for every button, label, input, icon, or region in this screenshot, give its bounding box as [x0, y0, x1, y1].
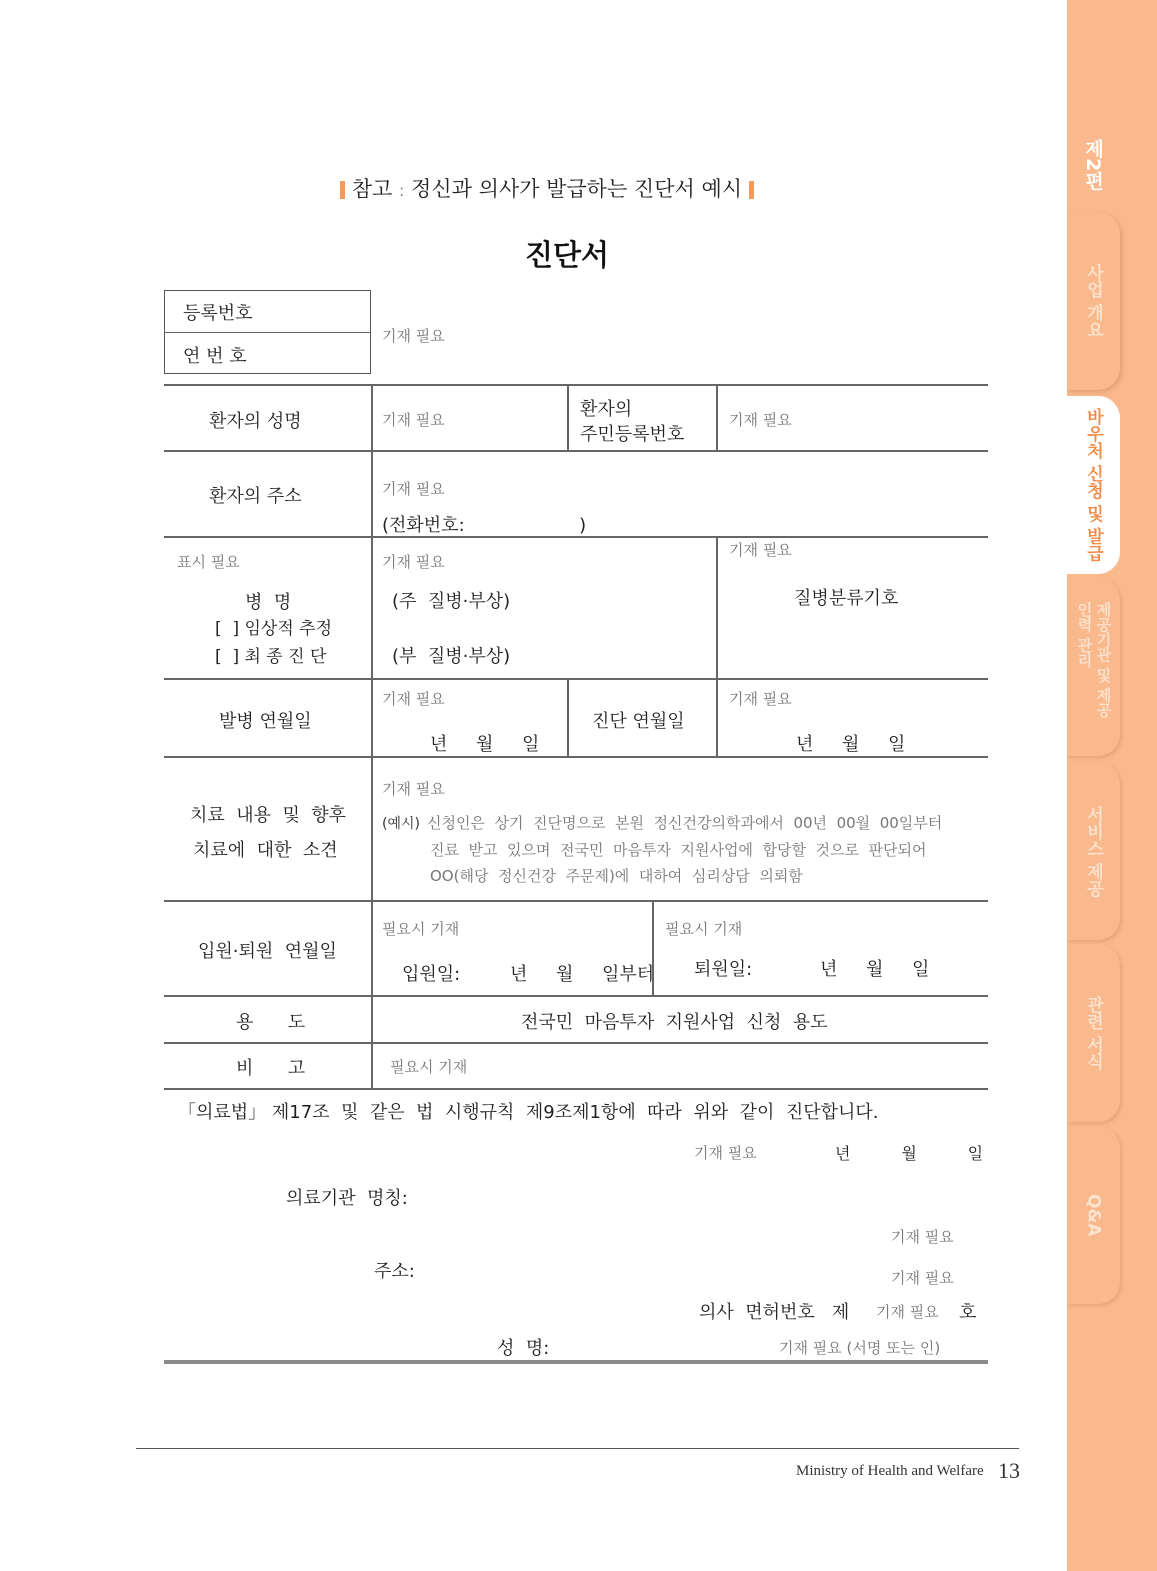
institution-address-label: 주소:	[374, 1261, 415, 1282]
signature-note: 기재 필요 (서명 또는 인)	[779, 1339, 941, 1357]
heading-separator: :	[398, 181, 405, 200]
sub-disease-field: (부 질병·부상)	[392, 646, 511, 667]
issue-date-note: 기재 필요	[694, 1144, 757, 1162]
registration-divider	[164, 332, 371, 333]
patient-address-label: 환자의 주소	[209, 486, 302, 507]
row-divider	[164, 450, 988, 452]
resident-number-label-line1: 환자의	[580, 399, 633, 420]
tab-voucher-label: 바우처 신청 및 발급	[1083, 408, 1103, 562]
tab-qa[interactable]	[1067, 1126, 1120, 1304]
document-title: 진단서	[525, 238, 610, 272]
legal-statement: 「의료법」 제17조 및 같은 법 시행규칙 제9조제1항에 따라 위와 같이 진단합니다.	[178, 1102, 879, 1123]
remarks-label: 비 고	[236, 1058, 306, 1079]
treatment-value-note: 기재 필요	[382, 780, 445, 798]
row-divider	[164, 756, 988, 758]
final-diagnosis-option: [ ] 최 종 진 단	[215, 647, 327, 667]
example-line1: 신청인은 상기 진단명으로 본원 정신건강의학과에서 00년 00월 00일부터	[427, 814, 943, 832]
admission-day-ymd: 년 월 일부터	[510, 964, 655, 985]
discharge-day-label: 퇴원일:	[694, 959, 753, 980]
footer-rule	[136, 1448, 1019, 1449]
table-bottom-border	[164, 1088, 988, 1090]
heading-bar-left	[340, 181, 345, 199]
heading-prefix: 참고	[351, 177, 393, 201]
diagnosis-date-label: 진단 연월일	[592, 711, 685, 732]
institution-address-note: 기재 필요	[891, 1269, 954, 1287]
tab-overview[interactable]	[1067, 212, 1120, 390]
issue-date-ymd: 년 월 일	[835, 1144, 984, 1163]
patient-name-value: 기재 필요	[382, 411, 445, 429]
diagnosis-date-note: 기재 필요	[729, 690, 792, 708]
license-number-label: 의사 면허번호 제	[699, 1302, 850, 1323]
heading-bar-right	[749, 181, 754, 199]
main-disease-field: (주 질병·부상)	[392, 591, 511, 612]
onset-date-note: 기재 필요	[382, 690, 445, 708]
form-bottom-rule	[164, 1360, 988, 1364]
admission-date-label: 입원·퇴원 연월일	[198, 941, 337, 962]
resident-number-label-line2: 주민등록번호	[580, 424, 685, 445]
tab-overview-label: 사업 개요	[1083, 264, 1103, 338]
purpose-label: 용 도	[236, 1012, 306, 1033]
discharge-note: 필요시 기재	[665, 920, 743, 938]
column-divider	[567, 679, 569, 757]
clinical-estimate-option: [ ] 임상적 추정	[215, 619, 332, 639]
phone-number-field: (전화번호: )	[382, 515, 587, 536]
remarks-value: 필요시 기재	[390, 1058, 468, 1076]
onset-date-label: 발병 연월일	[219, 711, 312, 732]
registration-number-label: 등록번호	[183, 303, 253, 324]
patient-name-label: 환자의 성명	[209, 411, 302, 432]
tab-provider-label: 제공기관 및 제공인력 관리	[1075, 602, 1113, 718]
example-line3: OO(해당 정신건강 주문제)에 대하여 심리상담 의뢰함	[430, 867, 803, 885]
tab-qa-label: Q&A	[1083, 1193, 1104, 1237]
treatment-label-line1: 치료 내용 및 향후	[190, 805, 347, 826]
doctor-name-label: 성 명:	[497, 1338, 550, 1359]
column-divider	[716, 385, 718, 451]
patient-address-value: 기재 필요	[382, 480, 445, 498]
tab-voucher[interactable]	[1067, 396, 1120, 574]
institution-name-label: 의료기관 명칭:	[286, 1188, 408, 1209]
reference-heading	[340, 173, 820, 203]
section-label	[1067, 130, 1120, 200]
institution-name-note: 기재 필요	[891, 1228, 954, 1246]
row-divider	[164, 995, 988, 997]
disease-name-label: 병 명	[245, 592, 292, 613]
purpose-value: 전국민 마음투자 지원사업 신청 용도	[521, 1012, 828, 1033]
treatment-label-line2: 치료에 대한 소견	[193, 840, 338, 861]
tab-forms-label: 관련 서식	[1083, 996, 1103, 1070]
admission-day-label: 입원일:	[402, 964, 461, 985]
example-line2: 진료 받고 있으며 전국민 마음투자 지원사업에 합당할 것으로 판단되어	[430, 841, 927, 859]
disease-code-label: 질병분류기호	[794, 588, 899, 609]
onset-date-ymd: 년 월 일	[430, 734, 540, 755]
license-number-suffix: 호	[959, 1302, 977, 1323]
label-column-divider	[371, 385, 373, 1089]
disease-mark-note: 표시 필요	[177, 553, 240, 571]
row-divider	[164, 678, 988, 680]
footer-organization: Ministry of Health and Welfare	[796, 1463, 984, 1479]
tab-service[interactable]	[1067, 762, 1120, 940]
disease-code-note: 기재 필요	[729, 541, 792, 559]
disease-value-note: 기재 필요	[382, 553, 445, 571]
column-divider	[716, 537, 718, 757]
heading-text: 정신과 의사가 발급하는 진단서 예시	[411, 177, 743, 201]
tab-forms[interactable]	[1067, 944, 1120, 1122]
column-divider	[567, 385, 569, 451]
example-tag: (예시)	[382, 816, 420, 832]
registration-value-note: 기재 필요	[382, 327, 445, 345]
row-divider	[164, 900, 988, 902]
tab-provider[interactable]	[1067, 578, 1120, 756]
table-top-border	[164, 384, 988, 386]
resident-number-value: 기재 필요	[729, 411, 792, 429]
license-number-note: 기재 필요	[876, 1303, 939, 1321]
diagnosis-date-ymd: 년 월 일	[796, 734, 906, 755]
admission-note: 필요시 기재	[382, 920, 460, 938]
row-divider	[164, 1042, 988, 1044]
serial-number-label: 연 번 호	[183, 346, 247, 367]
discharge-day-ymd: 년 월 일	[820, 959, 930, 980]
tab-service-label: 서비스 제공	[1083, 805, 1103, 897]
page-number: 13	[998, 1458, 1020, 1483]
section-label-text: 제2편	[1082, 139, 1104, 191]
